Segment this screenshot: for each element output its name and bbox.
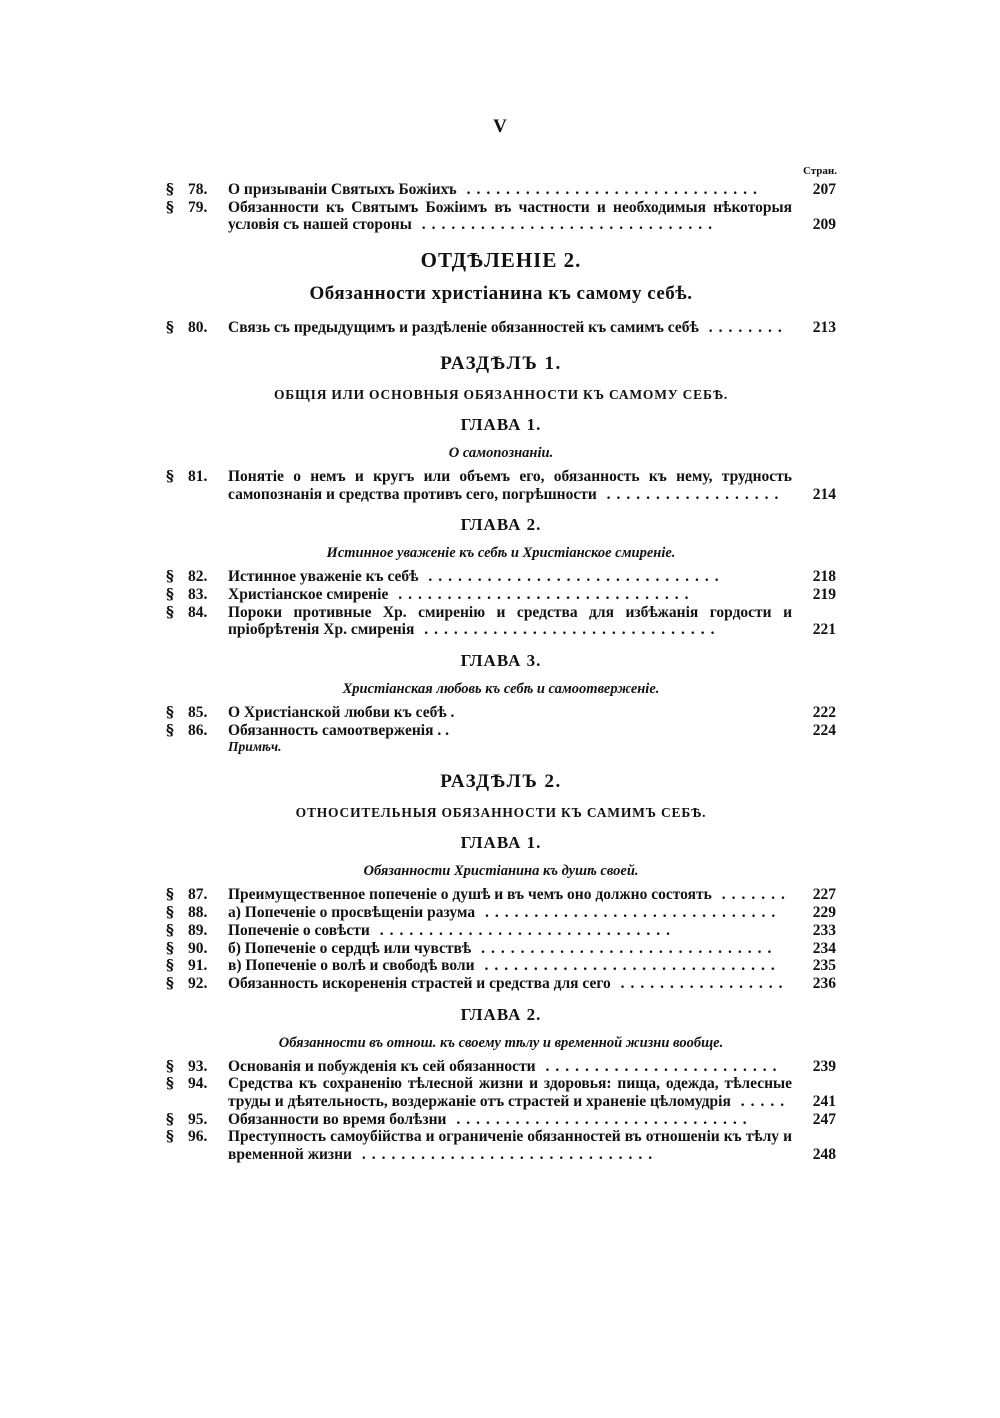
entry-page: 221 bbox=[812, 621, 836, 639]
section-sign: § bbox=[166, 703, 174, 722]
entry-title: Обязанность искорененія страстей и средства для сего ................. bbox=[228, 974, 789, 992]
dot-leader: .............................. bbox=[418, 568, 725, 586]
section-sign: § bbox=[166, 973, 174, 992]
entry-page: 224 bbox=[812, 721, 836, 739]
entry-page: 229 bbox=[812, 904, 836, 922]
entry-title: Понятіе о немъ и кругъ или объемъ его, обязанность къ нему, трудность самопознанія и средства противъ сего, погрѣшности .................. bbox=[228, 467, 792, 503]
section-sign: § bbox=[166, 903, 174, 922]
section-sign: § bbox=[166, 567, 174, 586]
section-sign: § bbox=[166, 720, 174, 739]
entry-number: 83. bbox=[188, 585, 208, 603]
footnote-label: Примѣч. bbox=[228, 739, 282, 755]
entry-title: О призываніи Святыхъ Божіихъ .............................. bbox=[228, 181, 763, 198]
entry-page: 248 bbox=[812, 1146, 836, 1164]
entry-number: 92. bbox=[188, 974, 208, 992]
entry-title: Преступность самоубійства и ограниченіе обязанностей въ отношеніи къ тѣлу и временной жизни .............................. bbox=[228, 1128, 792, 1164]
chapter-subtitle: Истинное уваженіе къ себѣ и Христіанское смиреніе. bbox=[326, 545, 676, 562]
section-sign: § bbox=[166, 1074, 174, 1093]
entry-number: 96. bbox=[188, 1128, 208, 1146]
entry-title: Средства къ сохраненію тѣлесной жизни и здоровья: пища, одежда, тѣлесные труды и дѣятельность, воздержаніе отъ страстей и храненіе цѣломудрія ..... bbox=[228, 1075, 792, 1111]
section-sign: § bbox=[166, 318, 174, 337]
section-sign: § bbox=[166, 1109, 174, 1128]
section-sign: § bbox=[166, 584, 174, 603]
entry-page: 214 bbox=[812, 485, 836, 503]
dot-leader: .............................. bbox=[388, 585, 695, 603]
entry-page: 218 bbox=[812, 568, 836, 586]
toc-entry[interactable] bbox=[166, 886, 836, 904]
chapter-subtitle: Христіанская любовь къ себѣ и самоотверженіе. bbox=[342, 681, 660, 698]
entry-title: Пороки противные Хр. смиренію и средства для избѣжанія гордости и пріобрѣтенія Хр. смиренія .............................. bbox=[228, 603, 792, 639]
entry-number: 85. bbox=[188, 704, 208, 722]
entry-title: в) Попеченіе о волѣ и свободѣ воли .............................. bbox=[228, 957, 781, 975]
dot-leader: ........................ bbox=[535, 1057, 783, 1075]
dot-leader: .............................. bbox=[352, 1146, 659, 1164]
dot-leader: .............................. bbox=[414, 621, 721, 639]
entry-number: 89. bbox=[188, 921, 208, 939]
dot-leader: ................. bbox=[610, 974, 789, 992]
entry-number: 81. bbox=[188, 467, 208, 485]
chapter-subtitle: Обязанности въ отнош. къ своему тѣлу и временной жизни вообще. bbox=[278, 1034, 724, 1051]
dot-leader: .............................. bbox=[474, 957, 781, 975]
dot-leader: .............................. bbox=[475, 904, 782, 922]
dot-leader: ........ bbox=[698, 319, 788, 337]
dot-leader: .............................. bbox=[446, 1110, 753, 1128]
entry-page: 222 bbox=[812, 704, 836, 722]
entry-page: 233 bbox=[812, 921, 836, 939]
section-sign: § bbox=[166, 180, 174, 198]
entry-title: а) Попеченіе о просвѣщеніи разума .............................. bbox=[228, 904, 782, 922]
toc-entry[interactable] bbox=[166, 1075, 836, 1110]
part-heading: РАЗДѢЛЪ 1. bbox=[440, 352, 562, 374]
entry-number: 78. bbox=[188, 181, 208, 198]
page-column-label: Стран. bbox=[802, 165, 837, 177]
toc-entry[interactable] bbox=[166, 199, 836, 234]
entry-page: 209 bbox=[812, 216, 836, 234]
toc-entry[interactable] bbox=[166, 922, 836, 940]
section-sign: § bbox=[166, 938, 174, 957]
section-sign: § bbox=[166, 466, 174, 485]
entry-page: 239 bbox=[812, 1057, 836, 1075]
entry-number: 79. bbox=[188, 198, 208, 216]
toc-entry[interactable] bbox=[166, 975, 836, 993]
entry-title: Обязанности къ Святымъ Божіимъ въ частности и необходимыя нѣкоторыя условія съ нашей стороны .............................. bbox=[228, 198, 792, 234]
entry-number: 86. bbox=[188, 721, 208, 739]
entry-number: 91. bbox=[188, 957, 208, 975]
section-title: Обязанности христіанина къ самому себѣ. bbox=[309, 283, 693, 305]
entry-page: 236 bbox=[812, 974, 836, 992]
entry-title: Обязанность самоотверженія . . bbox=[228, 721, 449, 739]
dot-leader: ....... bbox=[711, 886, 791, 904]
entry-number: 88. bbox=[188, 904, 208, 922]
entry-number: 82. bbox=[188, 568, 208, 586]
dot-leader: .............................. bbox=[369, 921, 676, 939]
entry-title: Попеченіе о совѣсти .............................. bbox=[228, 921, 676, 939]
section-sign: § bbox=[166, 1056, 174, 1075]
entry-title: б) Попеченіе о сердцѣ или чувствѣ .............................. bbox=[228, 939, 778, 957]
entry-title: Основанія и побужденія къ сей обязанности ........................ bbox=[228, 1057, 783, 1075]
toc-entry[interactable] bbox=[166, 586, 836, 604]
chapter-heading: ГЛАВА 2. bbox=[460, 1004, 542, 1024]
entry-number: 94. bbox=[188, 1075, 208, 1093]
toc-entry[interactable] bbox=[166, 957, 836, 975]
chapter-heading: ГЛАВА 2. bbox=[460, 515, 542, 535]
entry-number: 87. bbox=[188, 886, 208, 904]
chapter-subtitle: О самопознаніи. bbox=[448, 444, 554, 461]
toc-entry[interactable] bbox=[166, 1058, 836, 1076]
dot-leader: ..... bbox=[730, 1093, 791, 1111]
toc-entry[interactable] bbox=[166, 468, 836, 503]
entry-title: О Христіанской любви къ себѣ . bbox=[228, 704, 455, 722]
entry-title: Преимущественное попеченіе о душѣ и въ чемъ оно должно состоять ....... bbox=[228, 886, 791, 904]
section-sign: § bbox=[166, 885, 174, 904]
entry-title: Истинное уваженіе къ себѣ .............................. bbox=[228, 568, 725, 586]
dot-leader: .............................. bbox=[471, 939, 778, 957]
part-subtitle: ОТНОСИТЕЛЬНЫЯ ОБЯЗАННОСТИ КЪ САМИМЪ СЕБѢ. bbox=[295, 805, 707, 821]
section-sign: § bbox=[166, 1127, 174, 1146]
part-heading: РАЗДѢЛЪ 2. bbox=[440, 771, 562, 793]
entry-page: 219 bbox=[812, 585, 836, 603]
toc-entry[interactable] bbox=[166, 1128, 836, 1163]
section-sign: § bbox=[166, 197, 174, 216]
toc-entry[interactable] bbox=[166, 319, 836, 337]
table-of-contents bbox=[166, 181, 836, 1164]
entry-number: 93. bbox=[188, 1057, 208, 1075]
page-number: V bbox=[493, 116, 507, 137]
toc-entry[interactable] bbox=[166, 940, 836, 958]
chapter-heading: ГЛАВА 1. bbox=[460, 833, 542, 853]
section-sign: § bbox=[166, 956, 174, 975]
toc-entry[interactable] bbox=[166, 722, 836, 740]
dot-leader: .............................. bbox=[456, 181, 763, 198]
entry-page: 207 bbox=[812, 181, 836, 198]
toc-entry[interactable] bbox=[166, 1111, 836, 1129]
entry-page: 213 bbox=[812, 319, 836, 337]
toc-entry[interactable] bbox=[166, 568, 836, 586]
entry-number: 95. bbox=[188, 1110, 208, 1128]
chapter-subtitle: Обязанности Христіанина къ душѣ своей. bbox=[363, 863, 639, 880]
entry-title: Обязанности во время болѣзни .............................. bbox=[228, 1110, 753, 1128]
dot-leader: .................. bbox=[596, 485, 785, 503]
part-subtitle: ОБЩІЯ ИЛИ ОСНОВНЫЯ ОБЯЗАННОСТИ КЪ САМОМУ СЕБѢ. bbox=[273, 386, 728, 402]
dot-leader: .............................. bbox=[411, 216, 718, 234]
entry-page: 234 bbox=[812, 939, 836, 957]
toc-entry[interactable] bbox=[166, 904, 836, 922]
entry-title: Христіанское смиреніе .............................. bbox=[228, 585, 695, 603]
entry-title: Связь съ предыдущимъ и раздѣленіе обязанностей къ самимъ себѣ ........ bbox=[228, 319, 788, 337]
chapter-heading: ГЛАВА 3. bbox=[460, 651, 542, 671]
entry-number: 84. bbox=[188, 603, 208, 621]
entry-number: 90. bbox=[188, 939, 208, 957]
entry-page: 247 bbox=[812, 1110, 836, 1128]
entry-page: 235 bbox=[812, 957, 836, 975]
toc-entry[interactable] bbox=[166, 604, 836, 639]
section-sign: § bbox=[166, 920, 174, 939]
section-heading: ОТДѢЛЕНІЕ 2. bbox=[420, 248, 582, 273]
section-sign: § bbox=[166, 602, 174, 621]
entry-number: 80. bbox=[188, 319, 208, 337]
entry-page: 241 bbox=[812, 1093, 836, 1111]
toc-entry[interactable] bbox=[166, 704, 836, 722]
toc-entry[interactable] bbox=[166, 181, 836, 199]
entry-page: 227 bbox=[812, 886, 836, 904]
chapter-heading: ГЛАВА 1. bbox=[460, 414, 542, 434]
